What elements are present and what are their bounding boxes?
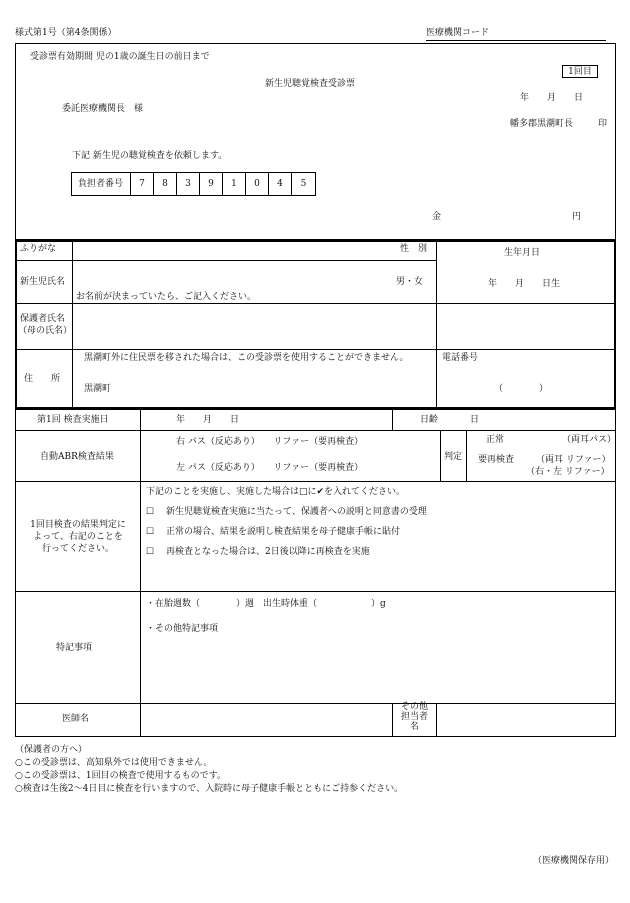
- form-title: 新生児聴覚検査受診票: [265, 79, 356, 89]
- request-text: 下記 新生児の聴覚検査を依頼します。: [72, 151, 228, 161]
- sex-options[interactable]: 男・女: [396, 277, 424, 287]
- doctor-name-label: 医師名: [62, 714, 90, 724]
- checklist-instruction: 下記のことを実施し、実施した場合は□に✔を入れてください。: [146, 487, 406, 497]
- address-note: 黒潮町外に住民票を移された場合は、この受診票を使用することができません。: [84, 353, 409, 363]
- patient-label-col: [72, 241, 73, 408]
- round-badge: [562, 65, 598, 78]
- payer-digit: 9: [200, 172, 223, 196]
- judgment-normal[interactable]: 正常: [486, 435, 505, 445]
- other-notes-line[interactable]: ・その他特記事項: [146, 624, 219, 634]
- checklist-item: 新生児聴覚検査実施に当たって、保護者への説明と同意書の受理: [166, 507, 427, 517]
- judgment-recheck-detail-2: （右・左 リファー）: [526, 467, 610, 477]
- issuer: 幡多郡黒潮町長: [510, 119, 574, 129]
- guardian-label-sub: （母の氏名）: [18, 326, 73, 336]
- round-badge-label: 1回目: [568, 67, 592, 77]
- payer-digit: 3: [177, 172, 200, 196]
- checklist-section-label-3: 行ってください。: [41, 544, 114, 554]
- abr-bottom: [15, 481, 616, 482]
- notes-label: 特記事項: [56, 643, 93, 653]
- guardian-notice-1: ○この受診票は、高知県外では使用できません。: [15, 758, 213, 768]
- phone-parens[interactable]: （ ）: [494, 384, 549, 394]
- guardian-bottom-line: [16, 349, 615, 350]
- payer-number-label: 負担者番号: [78, 179, 124, 189]
- exam-date-value[interactable]: 年 月 日: [176, 415, 240, 425]
- top-section: [15, 43, 616, 240]
- age-label: 日齢: [420, 415, 439, 425]
- payer-digit: 1: [223, 172, 246, 196]
- other-staff-label-2: 担当者: [400, 712, 428, 722]
- staff-right: [436, 703, 437, 737]
- form-number: 様式第1号（第4条関係）: [15, 28, 117, 38]
- birthdate-value[interactable]: 年 月 日生: [488, 279, 561, 289]
- validity-text: 受診票有効期間 児の1歳の誕生日の前日まで: [30, 52, 210, 62]
- address-label: 住 所: [24, 374, 61, 384]
- institution-code-label: 医療機関コード: [426, 28, 490, 38]
- sex-label: 性 別: [400, 244, 428, 254]
- amount-label: 金: [432, 212, 442, 222]
- notes-bottom: [15, 703, 616, 704]
- guardian-notice-heading: （保護者の方へ）: [15, 745, 88, 755]
- checkbox-icon[interactable]: ☐: [146, 547, 155, 557]
- payer-digit: 7: [131, 172, 154, 196]
- checklist-bottom: [15, 591, 616, 592]
- patient-right-col: [436, 241, 437, 408]
- payer-digit: 8: [154, 172, 177, 196]
- checklist-item: 再検査となった場合は、2日後以降に再検査を実施: [166, 547, 370, 557]
- name-note: お名前が決まっていたら、ご記入ください。: [76, 292, 257, 302]
- checkbox-icon[interactable]: ☐: [146, 507, 155, 517]
- checklist-section-label: 1回目検査の結果判定に: [30, 520, 126, 530]
- other-staff-label-3: 名: [409, 722, 419, 732]
- birthdate-label: 生年月日: [504, 248, 541, 258]
- newborn-name-label: 新生児氏名: [20, 277, 66, 287]
- judgment-recheck[interactable]: 要再検査: [478, 455, 515, 465]
- furigana-label: ふりがな: [20, 244, 57, 254]
- institution-code-line: [426, 40, 606, 41]
- exam-date-bottom: [15, 430, 616, 431]
- checkbox-icon[interactable]: ☐: [146, 527, 155, 537]
- seal-mark: 印: [598, 119, 608, 129]
- judgment-recheck-detail: （両耳 リファー）: [536, 455, 611, 465]
- issue-date: 年 月 日: [520, 93, 584, 103]
- other-staff-label: その他: [400, 702, 428, 712]
- amount-unit: 円: [572, 212, 582, 222]
- address-town: 黒潮町: [84, 384, 112, 394]
- judgment-left: [440, 430, 441, 481]
- guardian-notice-3: ○検査は生後2～4日目に検査を行いますので、入院時に母子健康手帳とともにご持参ください。: [15, 784, 404, 794]
- payer-digit: 4: [269, 172, 292, 196]
- judgment-right: [466, 430, 467, 481]
- guardian-notice-2: ○この受診票は、1回目の検査で使用するものです。: [15, 771, 226, 781]
- guardian-label: 保護者氏名: [20, 314, 66, 324]
- left-ear-result[interactable]: 左 パス（反応あり） リファー（要再検査）: [176, 463, 364, 473]
- abr-label: 自動ABR検査結果: [40, 452, 114, 462]
- exam-label-col: [140, 409, 141, 737]
- name-bottom-line: [16, 303, 615, 304]
- furigana-line: [16, 260, 436, 261]
- age-col: [392, 409, 393, 430]
- checklist-section-label-2: よって、右記のことを: [33, 532, 123, 542]
- judgment-normal-detail: （両耳パス）: [562, 435, 617, 445]
- right-ear-result[interactable]: 右 パス（反応あり） リファー（要再検査）: [176, 437, 364, 447]
- copy-label: （医療機関保存用）: [533, 856, 615, 866]
- gestation-line[interactable]: ・在胎週数（ ）週 出生時体重（ ）g: [146, 599, 386, 609]
- payer-digit: 0: [246, 172, 269, 196]
- phone-label: 電話番号: [442, 353, 479, 363]
- addressee: 委託医療機関長 様: [62, 104, 144, 114]
- age-unit: 日: [470, 415, 480, 425]
- exam-date-label: 第1回 検査実施日: [37, 415, 109, 425]
- payer-digit: 5: [300, 179, 307, 189]
- checklist-item: 正常の場合、結果を説明し検査結果を母子健康手帳に貼付: [166, 527, 401, 537]
- judgment-label: 判定: [444, 452, 463, 462]
